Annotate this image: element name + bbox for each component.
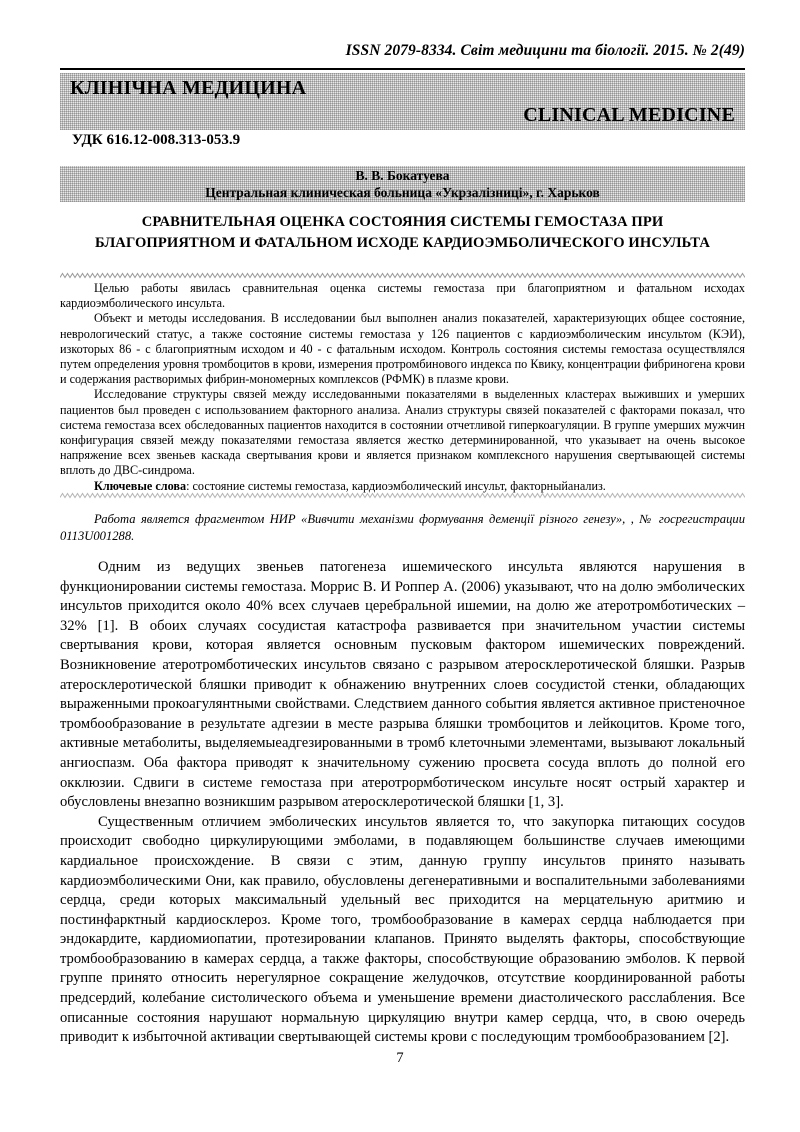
abstract-paragraph-2: Объект и методы исследования. В исследовании был выполнен анализ показателей, характеризующих общее состояние, неврологический статус, а также состояние системы гемостаза у 126 пациентов с кардиоэмболическим инсультом (КЭИ), изкоторых 86 - с благоприятным исходом и 40 - с фатальным исходом. Контроль состояния системы гемостаза осуществлялся путем определения уровня тромбоцитов в крови, измерения протромбинового индекса по Квику, концентрации фибриногена крови и содержания растворимых фибрин-мономерных комплексов (РФМК) в плазме крови. [60, 311, 745, 387]
funding-note-text: Работа является фрагментом НИР «Вивчити механізми формування деменції різного генезу», , № госрегистрации 0113U001288. [60, 512, 745, 543]
author-name: В. В. Бокатуева [355, 168, 450, 183]
funding-note [60, 511, 745, 544]
abstract-paragraph-1: Целью работы явилась сравнительная оценка системы гемостаза при благоприятном и фатальном исходах кардиоэмболического инсульта. [60, 281, 745, 311]
page-number: 7 [396, 1050, 404, 1066]
abstract-paragraph-3: Исследование структуры связей между исследованными показателями в выделенных кластерах выживших и умерших пациентов был проведен с использованием факторного анализа. Анализ структуры связей показателей с факторами показал, что система гемостаза всех обследованных пациентов находится в состоянии отчетливой гиперкоагуляции. В группе умерших мужчин конфигурация связей между показателями гемостаза является жестко детерминированной, что указывает на очень высокое напряжение всех звеньев каскада свертывания крови и является признаком комплексного нарушения свертывающей системы вплоть до ДВС-синдрома. [60, 387, 745, 478]
wavy-divider-top-icon [60, 272, 745, 279]
article-title: СРАВНИТЕЛЬНАЯ ОЦЕНКА СОСТОЯНИЯ СИСТЕМЫ ГЕМОСТАЗА ПРИ БЛАГОПРИЯТНОМ И ФАТАЛЬНОМ ИСХОДЕ КАРДИОЭМБОЛИЧЕСКОГО ИНСУЛЬТА [94, 214, 711, 251]
body-paragraph-2: Существенным отличием эмболических инсультов является то, что закупорка питающих сосудов происходит свободно циркулирующими эмболами, в подавляющем большинстве случаев имеющими кардиальное происхождение. В связи с этим, данную группу инсультов принято называть кардиоэмболическими Они, как правило, обусловлены дегенеративными и воспалительными заболеваниями сердца, среди которых максимальный удельный вес приходится на мерцательную аритмию и постинфарктный кардиосклероз. Кроме того, тромбообразование в камерах сердца наблюдается при эндокардите, кардиомиопатии, протезировании клапанов. Принято выделять факторы, способствующие тромбообразованию в камерах сердца, а также факторы, способствующие образованию эмболов. К первой группе принято относить нерегулярное сокращение желудочков, отсутствие координированной работы предсердий, колебание систолического объема и уменьшение времени диастолического расслабления. Все описанные состояния нарушают нормальную циркуляцию внутри камер сердца, что, в свою очередь приводит к избыточной активации свертывающей системы крови с последующим тромбообразованием [2]. [60, 813, 745, 1046]
running-head-rule [60, 68, 745, 70]
udk-code: УДК 616.12-008.313-053.9 [72, 132, 241, 148]
author-band [60, 166, 745, 202]
running-head: ISSN 2079-8334. Світ медицини та біології. 2015. № 2(49) [345, 42, 745, 59]
body-paragraph-1: Одним из ведущих звеньев патогенеза ишемического инсульта являются нарушения в функционировании системы гемостаза. Моррис В. И Роппер А. (2006) указывают, что на долю эмболических инсультов приходится около 40% всех случаев церебральной ишемии, на долю же атеротромботических – 32% [1]. В обоих случаях сосудистая катастрофа развивается при значительном участии системы свертывания крови, которая является основным пусковым фактором ишемических повреждений. Возникновение атеротромботических инсультов связано с разрывом атеросклеротической бляшки. Разрыв атеросклеротической бляшки приводит к обнажению внутренних слоев сосудистой стенки, обладающих выраженными прокоагулянтными свойствами. Следствием данного события является активное пристеночное тромбообразование в результате адгезии в месте разрыва бляшки тромбоцитов и лейкоцитов. Кроме того, активные метаболиты, выделяемыеадгезированными в тромб клеточными элементами, вызывают локальный ангиоспазм. Оба фактора приводят к значительному сужению просвета сосуда вплоть до полной его окклюзии. Сдвиги в системе гемостаза при атеротрормботическом инсульте носят острый характер и обусловлены внезапно возникшим разрывом атеросклеротической бляшки [1, 3]. [60, 559, 745, 811]
article-body [60, 558, 745, 1048]
abstract [60, 281, 745, 494]
section-title-ukrainian: КЛІНІЧНА МЕДИЦИНА [70, 77, 307, 99]
keywords-value: : состояние системы гемостаза, кардиоэмболический инсульт, факторныйанализ. [186, 478, 606, 493]
author-affiliation: Центральная клиническая больница «Укрзалізниці», г. Харьков [205, 185, 600, 200]
keywords-label: Ключевые слова [94, 478, 187, 493]
wavy-divider-bottom-icon [60, 492, 745, 499]
section-title-english: CLINICAL MEDICINE [523, 104, 735, 126]
section-heading-band [60, 73, 745, 130]
